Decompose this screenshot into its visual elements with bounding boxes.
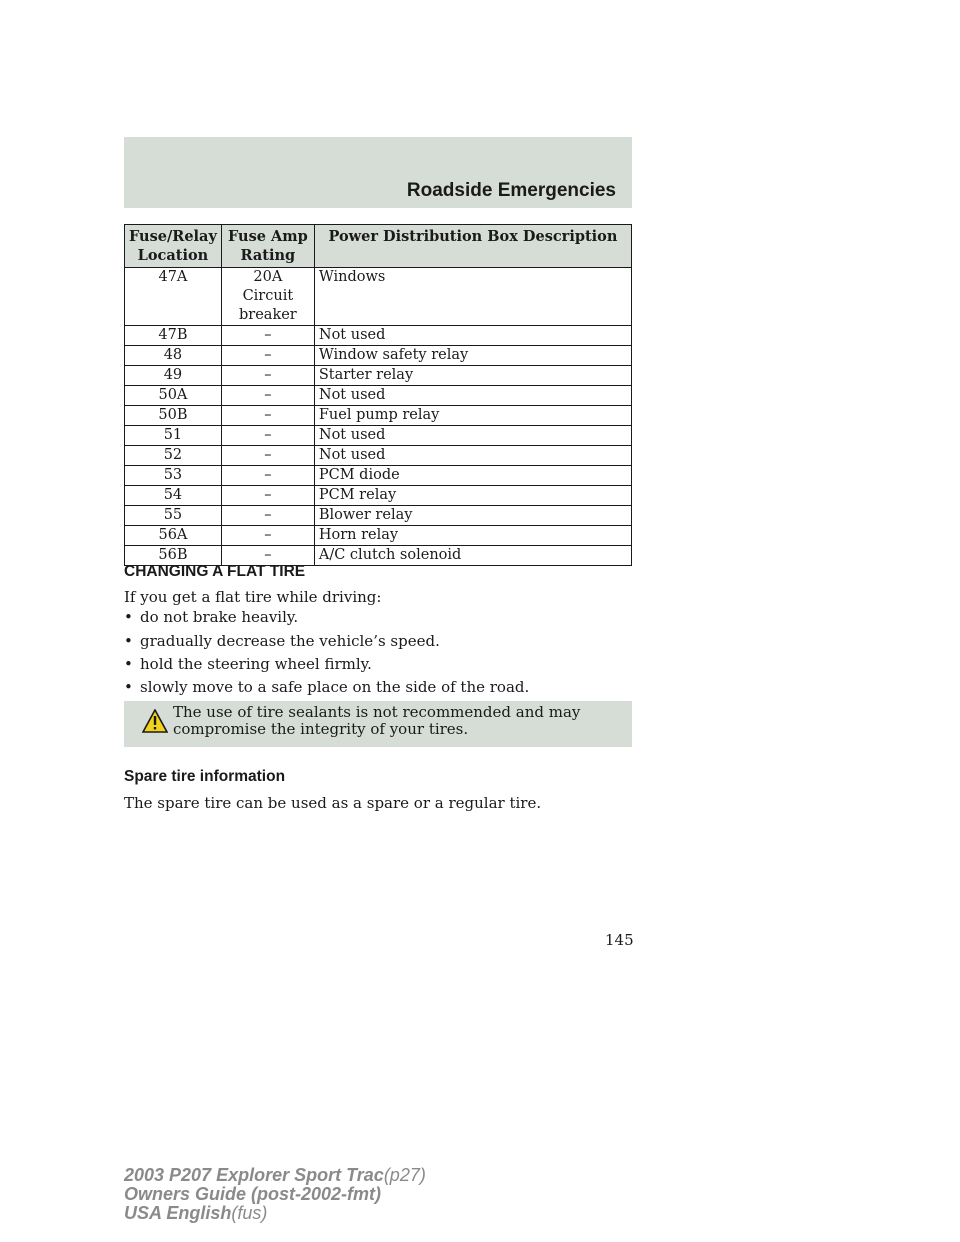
cell-location: 48 <box>125 346 222 366</box>
column-header-location: Fuse/Relay Location <box>125 225 222 268</box>
list-item: • gradually decrease the vehicle’s speed. <box>124 632 440 650</box>
column-header-description: Power Distribution Box Description <box>314 225 631 268</box>
bullet-dot: • <box>124 608 133 626</box>
cell-location: 52 <box>125 446 222 466</box>
cell-location: 53 <box>125 466 222 486</box>
cell-location: 51 <box>125 426 222 446</box>
table-row <box>125 346 632 366</box>
bullet-dot: • <box>124 632 133 650</box>
table-row <box>125 326 632 346</box>
cell-description: Not used <box>314 426 631 446</box>
cell-location: 55 <box>125 506 222 526</box>
column-header-rating: Fuse Amp Rating <box>221 225 314 268</box>
warning-text: The use of tire sealants is not recommended and may compromise the integrity of your tires. <box>173 703 581 738</box>
cell-description: Windows <box>314 268 631 326</box>
spare-tire-text: The spare tire can be used as a spare or a regular tire. <box>124 794 542 812</box>
flat-tire-heading: CHANGING A FLAT TIRE <box>124 563 306 580</box>
document-footer: 2003 P207 Explorer Sport Trac(p27) Owners Guide (post-2002-fmt) USA English(fus) <box>124 1165 426 1223</box>
cell-location: 47B <box>125 326 222 346</box>
cell-rating: – <box>221 386 314 406</box>
cell-rating: – <box>221 486 314 506</box>
list-item: • slowly move to a safe place on the side of the road. <box>124 678 530 696</box>
cell-rating: – <box>221 446 314 466</box>
table-row <box>125 366 632 386</box>
cell-rating: – <box>221 406 314 426</box>
spare-tire-heading: Spare tire information <box>124 768 286 785</box>
cell-rating: – <box>221 426 314 446</box>
cell-description: Window safety relay <box>314 346 631 366</box>
section-header-band <box>124 137 632 208</box>
page-number: 145 <box>605 931 634 949</box>
cell-description: Not used <box>314 326 631 346</box>
cell-location: 47A <box>125 268 222 326</box>
table-row <box>125 406 632 426</box>
warning-box <box>124 701 632 747</box>
table-row <box>125 386 632 406</box>
cell-rating: – <box>221 346 314 366</box>
bullet-dot: • <box>124 678 133 696</box>
table-row <box>125 426 632 446</box>
cell-description: Blower relay <box>314 506 631 526</box>
table-row <box>125 268 632 326</box>
cell-location: 56A <box>125 526 222 546</box>
cell-location: 54 <box>125 486 222 506</box>
warning-triangle-icon <box>142 709 168 733</box>
cell-rating: 20A Circuit breaker <box>221 268 314 326</box>
cell-description: Not used <box>314 446 631 466</box>
bullet-dot: • <box>124 655 133 673</box>
cell-description: PCM relay <box>314 486 631 506</box>
cell-location: 50A <box>125 386 222 406</box>
section-title: Roadside Emergencies <box>406 180 616 201</box>
table-header-row <box>125 225 632 268</box>
cell-description: PCM diode <box>314 466 631 486</box>
cell-location: 50B <box>125 406 222 426</box>
list-item: • do not brake heavily. <box>124 608 299 626</box>
cell-rating: – <box>221 326 314 346</box>
cell-description: A/C clutch solenoid <box>314 546 631 566</box>
fuse-table <box>124 224 632 566</box>
cell-rating: – <box>221 366 314 386</box>
cell-description: Fuel pump relay <box>314 406 631 426</box>
cell-rating: – <box>221 466 314 486</box>
list-item: • hold the steering wheel firmly. <box>124 655 372 673</box>
cell-location: 56B <box>125 546 222 566</box>
flat-tire-intro: If you get a flat tire while driving: <box>124 588 382 606</box>
table-row <box>125 446 632 466</box>
fuse-table-body <box>125 268 632 566</box>
table-row <box>125 526 632 546</box>
cell-rating: – <box>221 506 314 526</box>
table-row <box>125 466 632 486</box>
cell-description: Starter relay <box>314 366 631 386</box>
cell-description: Not used <box>314 386 631 406</box>
cell-rating: – <box>221 546 314 566</box>
table-row <box>125 486 632 506</box>
table-row <box>125 506 632 526</box>
cell-rating: – <box>221 526 314 546</box>
cell-location: 49 <box>125 366 222 386</box>
cell-description: Horn relay <box>314 526 631 546</box>
